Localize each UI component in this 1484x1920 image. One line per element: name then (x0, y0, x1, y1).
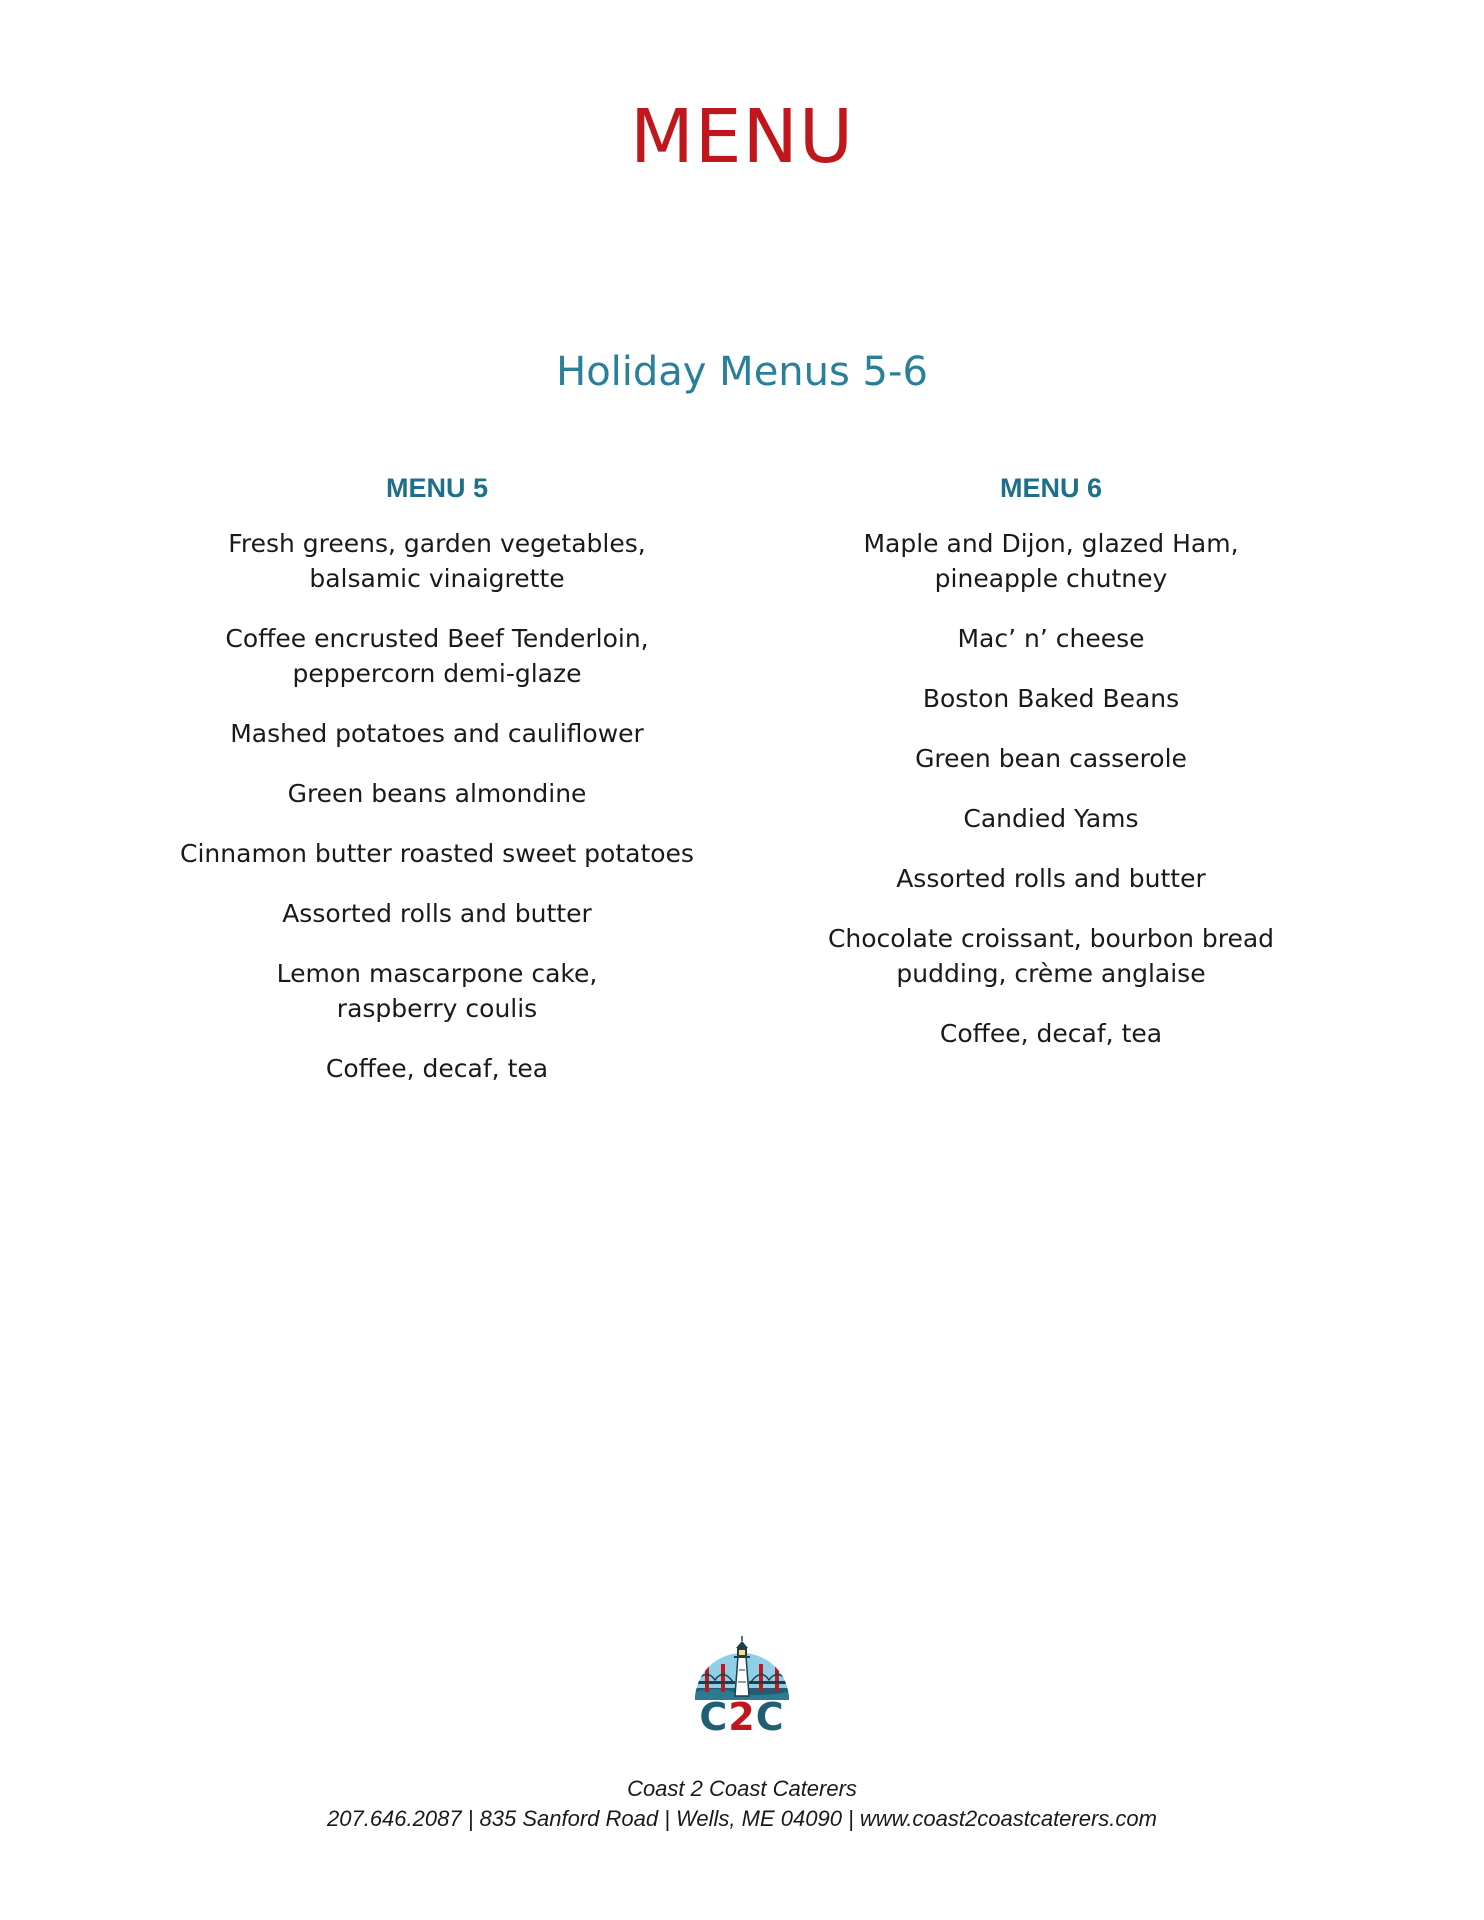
menu-item-line: Fresh greens, garden vegetables, (228, 529, 646, 558)
menu-item-line: pudding, crème anglaise (896, 959, 1206, 988)
menu-5-heading: MENU 5 (385, 473, 488, 503)
menu-item (117, 836, 757, 871)
menu-item (731, 801, 1371, 836)
menu-item-line: Mashed potatoes and cauliflower (230, 719, 644, 748)
menu-item (731, 861, 1371, 896)
menu-5-items (117, 526, 757, 1086)
c2c-logo (685, 1630, 799, 1750)
menu-item (731, 526, 1371, 596)
menu-item-line: Maple and Dijon, glazed Ham, (863, 529, 1239, 558)
menu-item-line: Green bean casserole (915, 744, 1187, 773)
menu-item (731, 741, 1371, 776)
menu-item (117, 776, 757, 811)
menu-item-line: pineapple chutney (934, 564, 1168, 593)
menu-item-line: Green beans almondine (287, 779, 587, 808)
menu-5-column (117, 468, 757, 1111)
menu-6-items (731, 526, 1371, 1051)
menu-item-line: Coffee encrusted Beef Tenderloin, (225, 624, 649, 653)
logo-text: C2C (699, 1695, 785, 1739)
menu-item-line: Assorted rolls and butter (896, 864, 1206, 893)
footer-company: Coast 2 Coast Caterers (627, 1776, 857, 1801)
menu-item (117, 716, 757, 751)
menu-item (117, 896, 757, 931)
menu-item-line: Cinnamon butter roasted sweet potatoes (180, 839, 694, 868)
menu-item-line: peppercorn demi-glaze (292, 659, 582, 688)
menu-item-line: Coffee, decaf, tea (325, 1054, 549, 1083)
menu-item (731, 921, 1371, 991)
menu-item (117, 956, 757, 1026)
menu-6-heading: MENU 6 (999, 473, 1102, 503)
menu-item (731, 621, 1371, 656)
page-title: MENU (629, 94, 855, 180)
footer-contact: 207.646.2087 | 835 Sanford Road | Wells, ME 04090 | www.coast2coastcaterers.com (327, 1806, 1157, 1831)
menu-item-line: Mac’ n’ cheese (957, 624, 1145, 653)
menu-6-column (731, 468, 1371, 1076)
page-subtitle: Holiday Menus 5-6 (556, 349, 928, 395)
menu-item (117, 1051, 757, 1086)
footer (0, 1774, 1484, 1834)
menu-item-line: Lemon mascarpone cake, (276, 959, 598, 988)
menu-item-line: Coffee, decaf, tea (939, 1019, 1163, 1048)
menu-item-line: raspberry coulis (336, 994, 538, 1023)
menu-item-line: balsamic vinaigrette (309, 564, 565, 593)
menu-item (731, 1016, 1371, 1051)
menu-item-line: Candied Yams (963, 804, 1139, 833)
menu-item (731, 681, 1371, 716)
menu-item-line: Assorted rolls and butter (282, 899, 592, 928)
menu-item-line: Boston Baked Beans (922, 684, 1180, 713)
menu-item-line: Chocolate croissant, bourbon bread (827, 924, 1275, 953)
logo-wordmark (685, 1694, 799, 1740)
menu-item (117, 621, 757, 691)
menu-item (117, 526, 757, 596)
